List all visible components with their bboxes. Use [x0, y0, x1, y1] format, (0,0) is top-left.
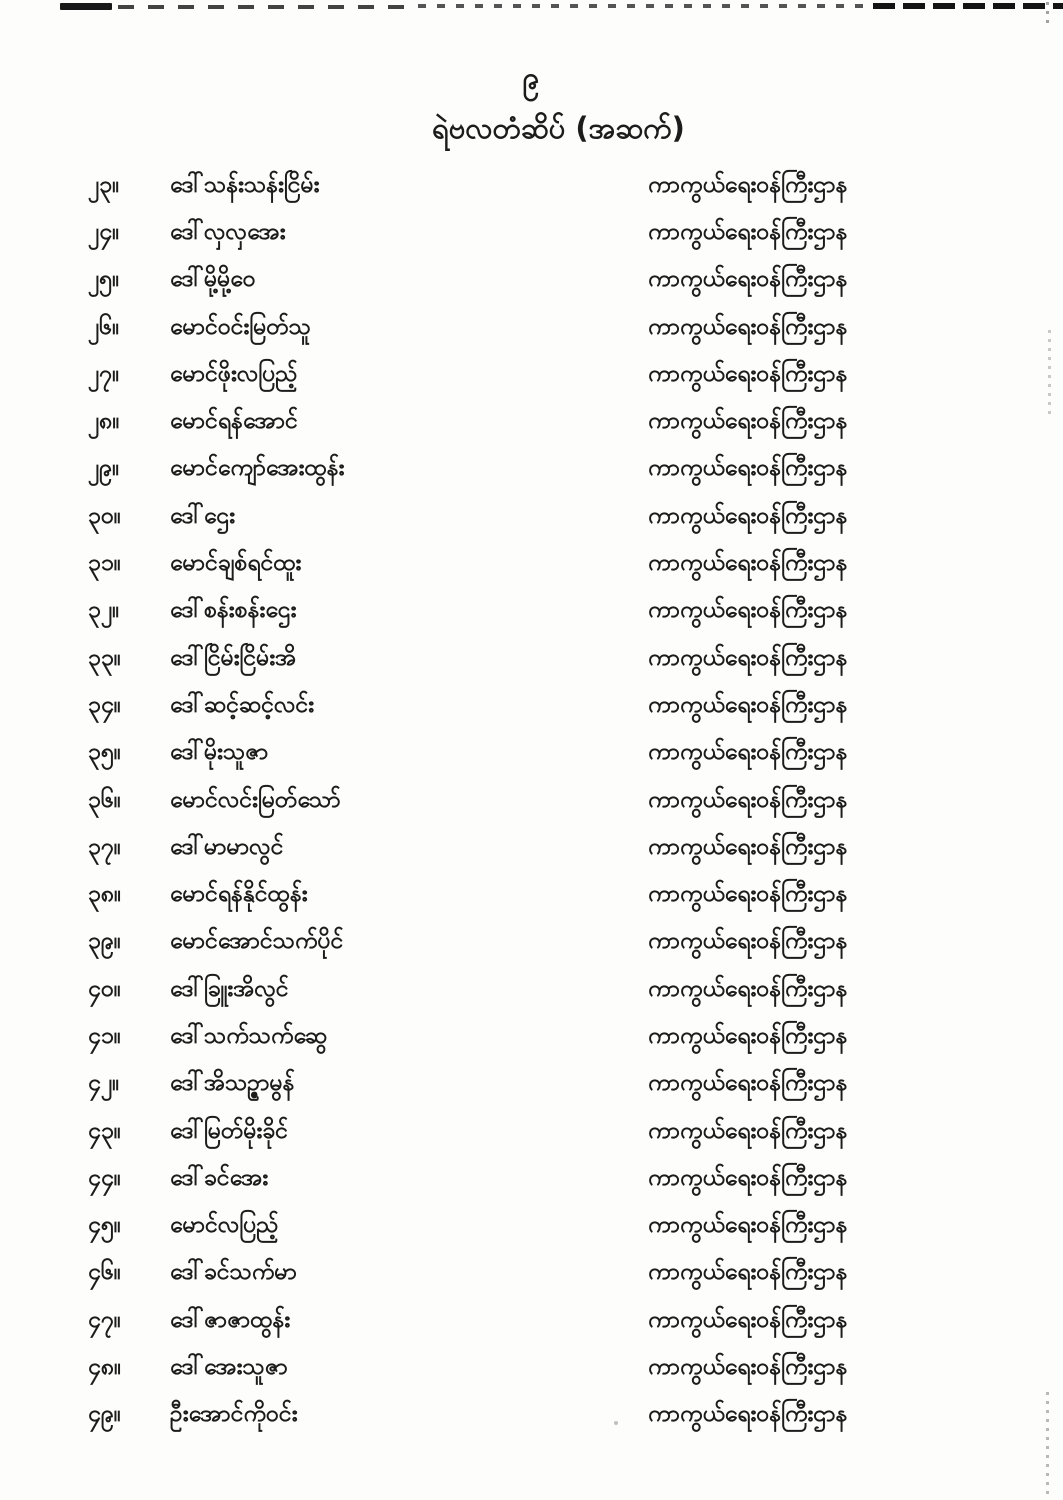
entry-number: ၂၇။ — [88, 360, 120, 387]
list-item — [0, 1062, 1063, 1109]
entry-name: မောင်ချစ်ရင်ထူး — [170, 550, 302, 577]
scan-artifact-right-edge — [1046, 2, 1049, 28]
recipient-list — [0, 163, 1063, 1440]
list-item — [0, 825, 1063, 872]
entry-number: ၃၅။ — [88, 739, 121, 766]
list-item — [0, 305, 1063, 352]
entry-ministry: ကာကွယ်ရေးဝန်ကြီးဌာန — [648, 550, 848, 577]
entry-number: ၂၃။ — [88, 171, 120, 198]
entry-number: ၃၁။ — [88, 550, 121, 577]
list-item — [0, 210, 1063, 257]
entry-name: မောင်ရန်အောင် — [170, 408, 298, 435]
entry-name: မောင်ကျော်အေးထွန်း — [170, 455, 345, 482]
list-item — [0, 731, 1063, 778]
entry-name: ဒေါ်ဌေး — [170, 502, 236, 529]
list-item — [0, 352, 1063, 399]
entry-name: မောင်လပြည့် — [170, 1212, 279, 1239]
list-item — [0, 1204, 1063, 1251]
entry-name: မောင်လင်းမြတ်သော် — [170, 786, 341, 813]
entry-ministry: ကာကွယ်ရေးဝန်ကြီးဌာန — [648, 1212, 848, 1239]
entry-name: ဒေါ်မာမာလွင် — [170, 833, 284, 860]
entry-ministry: ကာကွယ်ရေးဝန်ကြီးဌာန — [648, 266, 848, 293]
entry-ministry: ကာကွယ်ရေးဝန်ကြီးဌာန — [648, 455, 848, 482]
entry-number: ၄၄။ — [88, 1164, 121, 1191]
entry-name: မောင်ဝင်းမြတ်သူ — [170, 313, 311, 340]
entry-name: ဒေါ်မိုးသူဇာ — [170, 739, 269, 766]
entry-ministry: ကာကွယ်ရေးဝန်ကြီးဌာန — [648, 1022, 848, 1049]
entry-name: မောင်ဖိုးလပြည့် — [170, 360, 298, 387]
entry-number: ၄၉။ — [88, 1401, 121, 1428]
list-item — [0, 494, 1063, 541]
entry-ministry: ကာကွယ်ရေးဝန်ကြီးဌာန — [648, 313, 848, 340]
entry-ministry: ကာကွယ်ရေးဝန်ကြီးဌာန — [648, 975, 848, 1002]
entry-number: ၄၅။ — [88, 1212, 121, 1239]
entry-name: ဒေါ်လှလှအေး — [170, 218, 286, 245]
scan-artifact-top-band — [58, 2, 1063, 12]
entry-number: ၄၁။ — [88, 1022, 121, 1049]
entry-number: ၄၇။ — [88, 1306, 121, 1333]
entry-ministry: ကာကွယ်ရေးဝန်ကြီးဌာန — [648, 1164, 848, 1191]
entry-name: ဒေါ်ဆင့်ဆင့်လင်း — [170, 691, 315, 718]
entry-number: ၃၈။ — [88, 881, 122, 908]
entry-name: ဒေါ်သက်သက်ဆွေ — [170, 1022, 328, 1049]
entry-number: ၃၄။ — [88, 691, 121, 718]
list-item — [0, 1014, 1063, 1061]
entry-name: ဒေါ်ငြိမ်းငြိမ်းအိ — [170, 644, 297, 671]
entry-ministry: ကာကွယ်ရေးဝန်ကြီးဌာန — [648, 786, 848, 813]
entry-number: ၂၆။ — [88, 313, 120, 340]
entry-number: ၃၂။ — [88, 597, 120, 624]
list-item — [0, 872, 1063, 919]
list-item — [0, 399, 1063, 446]
entry-number: ၃၀။ — [88, 502, 121, 529]
page-number: ၉ — [522, 61, 541, 96]
entry-name: ဒေါ်စန်းစန်းဌေး — [170, 597, 297, 624]
entry-name: ဒေါ်ဇာဇာထွန်း — [170, 1306, 291, 1333]
entry-ministry: ကာကွယ်ရေးဝန်ကြီးဌာန — [648, 171, 848, 198]
list-item — [0, 778, 1063, 825]
entry-name: မောင်အောင်သက်ပိုင် — [170, 928, 344, 955]
list-item — [0, 683, 1063, 730]
list-item — [0, 163, 1063, 210]
entry-name: မောင်ရန်နိုင်ထွန်း — [170, 881, 308, 908]
entry-number: ၂၈။ — [88, 408, 120, 435]
entry-number: ၄၃။ — [88, 1117, 121, 1144]
entry-name: ဦးအောင်ကိုဝင်း — [170, 1401, 298, 1428]
entry-number: ၃၉။ — [88, 928, 121, 955]
list-item — [0, 1156, 1063, 1203]
entry-number: ၃၃။ — [88, 644, 121, 671]
entry-ministry: ကာကွယ်ရေးဝန်ကြီးဌာန — [648, 833, 848, 860]
entry-number: ၂၄။ — [88, 218, 120, 245]
list-item — [0, 636, 1063, 683]
list-item — [0, 920, 1063, 967]
list-item — [0, 1345, 1063, 1392]
list-item — [0, 541, 1063, 588]
entry-name: ဒေါ်အိသဥ္ဇာမွန် — [170, 1070, 295, 1097]
list-item — [0, 589, 1063, 636]
entry-ministry: ကာကွယ်ရေးဝန်ကြီးဌာန — [648, 1401, 848, 1428]
entry-ministry: ကာကွယ်ရေးဝန်ကြီးဌာန — [648, 881, 848, 908]
entry-number: ၄၆။ — [88, 1259, 121, 1286]
entry-name: ဒေါ်မို့မို့ဝေ — [170, 266, 256, 293]
page-title: ရဲဗလတံဆိပ် (အဆက်) — [432, 111, 685, 145]
entry-ministry: ကာကွယ်ရေးဝန်ကြီးဌာန — [648, 739, 848, 766]
entry-name: ဒေါ်ခင်သက်မာ — [170, 1259, 297, 1286]
list-item — [0, 967, 1063, 1014]
list-item — [0, 1251, 1063, 1298]
entry-number: ၄၈။ — [88, 1354, 122, 1381]
entry-ministry: ကာကွယ်ရေးဝန်ကြီးဌာန — [648, 1306, 848, 1333]
entry-number: ၄၀။ — [88, 975, 121, 1002]
list-item — [0, 1393, 1063, 1440]
entry-ministry: ကာကွယ်ရေးဝန်ကြီးဌာန — [648, 1259, 848, 1286]
entry-ministry: ကာကွယ်ရေးဝန်ကြီးဌာန — [648, 218, 848, 245]
list-item — [0, 1109, 1063, 1156]
list-item — [0, 1298, 1063, 1345]
entry-ministry: ကာကွယ်ရေးဝန်ကြီးဌာန — [648, 408, 848, 435]
entry-ministry: ကာကွယ်ရေးဝန်ကြီးဌာန — [648, 1354, 848, 1381]
entry-number: ၃၆။ — [88, 786, 121, 813]
entry-ministry: ကာကွယ်ရေးဝန်ကြီးဌာန — [648, 502, 848, 529]
entry-number: ၂၅။ — [88, 266, 120, 293]
list-item — [0, 447, 1063, 494]
entry-ministry: ကာကွယ်ရေးဝန်ကြီးဌာန — [648, 360, 848, 387]
entry-number: ၃၇။ — [88, 833, 121, 860]
entry-number: ၂၉။ — [88, 455, 120, 482]
entry-name: ဒေါ်ခင်အေး — [170, 1164, 269, 1191]
entry-ministry: ကာကွယ်ရေးဝန်ကြီးဌာန — [648, 644, 848, 671]
entry-ministry: ကာကွယ်ရေးဝန်ကြီးဌာန — [648, 1070, 848, 1097]
entry-name: ဒေါ်မြတ်မိုးခိုင် — [170, 1117, 289, 1144]
list-item — [0, 258, 1063, 305]
entry-name: ဒေါ်သန်းသန်းငြိမ်း — [170, 171, 320, 198]
entry-ministry: ကာကွယ်ရေးဝန်ကြီးဌာန — [648, 597, 848, 624]
entry-ministry: ကာကွယ်ရေးဝန်ကြီးဌာန — [648, 1117, 848, 1144]
entry-name: ဒေါ်အေးသူဇာ — [170, 1354, 288, 1381]
entry-ministry: ကာကွယ်ရေးဝန်ကြီးဌာန — [648, 928, 848, 955]
entry-number: ၄၂။ — [88, 1070, 120, 1097]
entry-ministry: ကာကွယ်ရေးဝန်ကြီးဌာန — [648, 691, 848, 718]
entry-name: ဒေါ်ခြူးအိလွင် — [170, 975, 289, 1002]
